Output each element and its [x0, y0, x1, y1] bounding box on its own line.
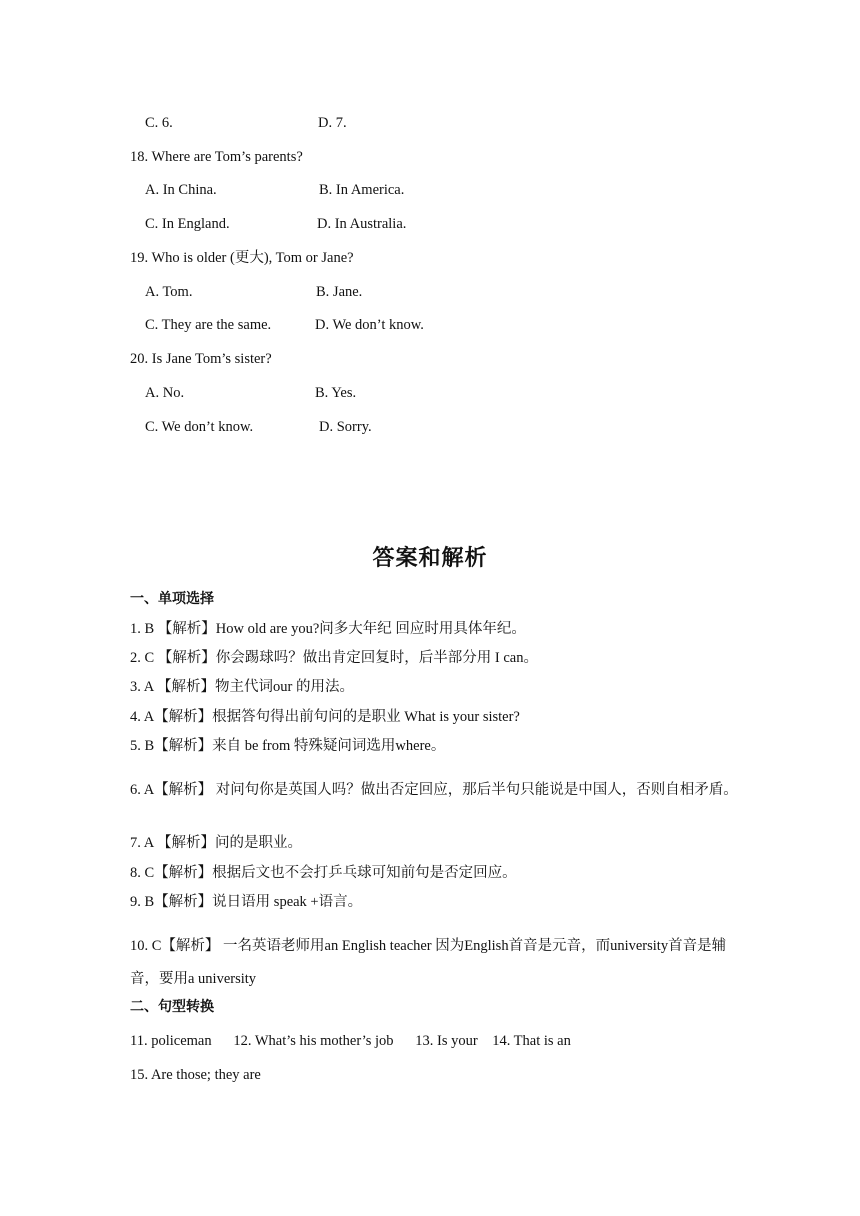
answer-item-4: 4. A【解析】根据答句得出前句问的是职业 What is your sister? [130, 709, 520, 725]
answer-item-1: 1. B 【解析】How old are you?问多大年纪 回应时用具体年纪。 [130, 621, 526, 637]
answer-item-5: 5. B【解析】来自 be from 特殊疑问词选用where。 [130, 738, 446, 754]
q20-option-a: A. No. [145, 385, 185, 401]
answer-items-11-14: 11. policeman 12. What’s his mother’s job 13. Is your 14. That is an [130, 1033, 571, 1049]
answer-item-2: 2. C 【解析】你会踢球吗？做出肯定回复时，后半部分用 I can。 [130, 650, 538, 666]
q19-option-a: A. Tom. [145, 284, 193, 300]
q19-option-c: C. They are the same. [145, 317, 272, 333]
answer-item-10: 10. C【解析】 一名英语老师用an English teacher 因为English首音是元音，而university首音是辅音，要用a university [130, 938, 727, 987]
q19-option-b: B. Jane. [316, 284, 363, 300]
q18-stem: 18. Where are Tom’s parents? [130, 149, 303, 165]
q19-stem: 19. Who is older (更大), Tom or Jane? [130, 250, 354, 266]
q18-option-d: D. In Australia. [317, 216, 407, 232]
q18-option-b: B. In America. [319, 182, 405, 198]
q19-option-d: D. We don’t know. [315, 317, 424, 333]
q20-option-d: D. Sorry. [319, 419, 372, 435]
section-heading-multiple-choice: 一、单项选择 [130, 591, 214, 607]
q18-option-a: A. In China. [145, 182, 217, 198]
answer-item-8: 8. C【解析】根据后文也不会打乒乓球可知前句是否定回应。 [130, 865, 517, 881]
q17-option-d: D. 7. [318, 115, 347, 131]
answer-item-3: 3. A 【解析】物主代词our 的用法。 [130, 679, 354, 695]
q17-option-c: C. 6. [145, 115, 173, 131]
answers-title: 答案和解析 [372, 546, 488, 571]
answer-item-7: 7. A 【解析】问的是职业。 [130, 835, 302, 851]
answer-item-15: 15. Are those; they are [130, 1067, 261, 1083]
q20-option-c: C. We don’t know. [145, 419, 254, 435]
section-heading-sentence-transformation: 二、句型转换 [130, 999, 214, 1015]
q20-stem: 20. Is Jane Tom’s sister? [130, 351, 272, 367]
q20-option-b: B. Yes. [315, 385, 357, 401]
answer-item-6: 6. A【解析】 对问句你是英国人吗？做出否定回应，那后半句只能说是中国人，否则自相矛盾。 [130, 782, 738, 798]
q18-option-c: C. In England. [145, 216, 230, 232]
answer-item-9: 9. B【解析】说日语用 speak +语言。 [130, 894, 363, 910]
